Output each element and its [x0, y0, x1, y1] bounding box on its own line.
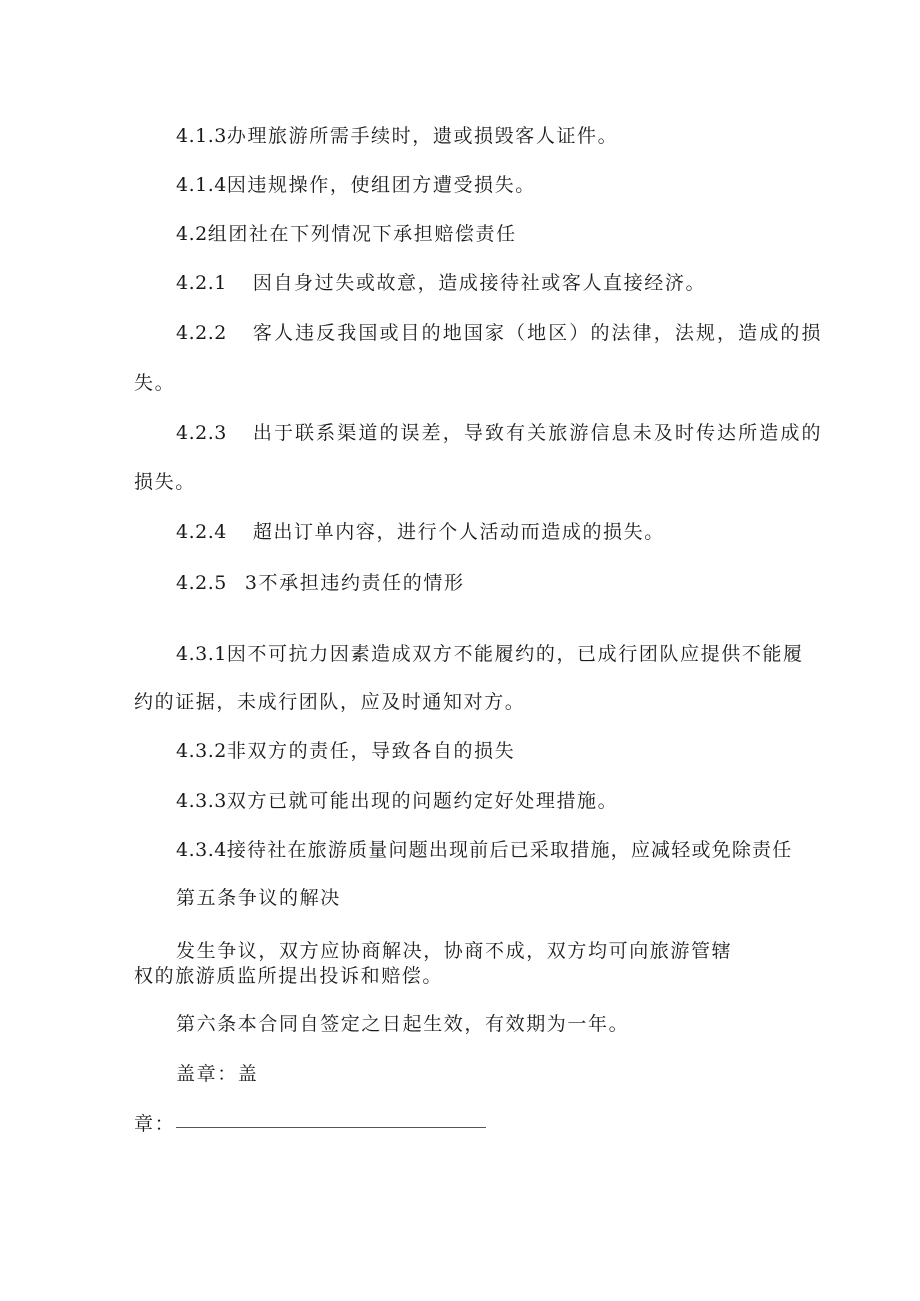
clause-number: 4.1.3 [176, 125, 227, 147]
clause-text: 因不可抗力因素造成双方不能履约的，已成行团队应提供不能履 [226, 643, 804, 665]
clause-text: 因自身过失或故意，造成接待社或客人直接经济。 [252, 272, 707, 294]
clause-4-3-4 [176, 838, 792, 862]
clause-number: 4.2.2 [176, 322, 227, 344]
seal-label: 章： [134, 1113, 176, 1135]
body-text: 第六条本合同自签定之日起生效，有效期为一年。 [176, 1013, 630, 1035]
clause-text: 客人违反我国或目的地国家（地区）的法律，法规，造成的损 [252, 322, 823, 344]
clause-4-2-2 [176, 321, 823, 345]
clause-4-2-5 [176, 571, 465, 595]
clause-number: 4.3.4 [176, 839, 227, 861]
clause-text: 双方已就可能出现的问题约定好处理措施。 [226, 790, 619, 812]
clause-text: 非双方的责任，导致各自的损失 [226, 740, 516, 762]
clause-text: 超出订单内容，进行个人活动而造成的损失。 [252, 521, 665, 543]
clause-number: 4.1.4 [176, 174, 227, 196]
clause-4-2-3-continued [134, 470, 196, 494]
clause-text: 失。 [134, 372, 176, 394]
clause-text: 约的证据，未成行团队，应及时通知对方。 [134, 691, 526, 713]
article-5-heading [176, 886, 341, 910]
body-text: 发生争议，双方应协商解决，协商不成，双方均可向旅游管辖 [176, 940, 733, 962]
article-6 [176, 1012, 629, 1036]
clause-4-1-4 [176, 173, 536, 197]
article-5-body [176, 939, 732, 963]
clause-text: 出于联系渠道的误差，导致有关旅游信息未及时传达所造成的 [252, 422, 823, 444]
clause-4-3-1-continued [134, 690, 525, 714]
clause-text: 3不承担违约责任的情形 [244, 572, 465, 594]
clause-number: 4.2 [176, 223, 208, 245]
clause-4-2-4 [176, 520, 665, 544]
clause-number: 4.2.5 [176, 572, 227, 594]
clause-4-2-1 [176, 271, 706, 295]
article-5-body-continued [134, 964, 443, 988]
clause-number: 4.2.1 [176, 272, 227, 294]
seal-line-continued [134, 1112, 175, 1136]
body-text: 权的旅游质监所提出投诉和赔偿。 [134, 965, 444, 987]
clause-4-3-1 [176, 642, 804, 666]
clause-4-3-2 [176, 739, 515, 763]
clause-number: 4.2.4 [176, 521, 227, 543]
clause-text: 接待社在旅游质量问题出现前后已采取措施，应减轻或免除责任 [226, 839, 793, 861]
clause-number: 4.2.3 [176, 422, 227, 444]
clause-4-2-3 [176, 421, 823, 445]
seal-label: 盖章：盖 [176, 1063, 259, 1085]
signature-underline [176, 1127, 486, 1128]
clause-4-2-2-continued [134, 371, 175, 395]
seal-line [176, 1062, 258, 1086]
clause-text: 办理旅游所需手续时，遗或损毁客人证件。 [226, 125, 619, 147]
heading-text: 第五条争议的解决 [176, 887, 341, 909]
clause-text: 因违规操作，使组团方遭受损失。 [226, 174, 536, 196]
clause-4-2 [176, 222, 517, 246]
clause-4-1-3 [176, 124, 618, 148]
clause-4-3-3 [176, 789, 618, 813]
clause-number: 4.3.3 [176, 790, 227, 812]
clause-number: 4.3.2 [176, 740, 227, 762]
clause-text: 组团社在下列情况下承担赔偿责任 [207, 223, 517, 245]
clause-text: 损失。 [134, 471, 196, 493]
clause-number: 4.3.1 [176, 643, 227, 665]
